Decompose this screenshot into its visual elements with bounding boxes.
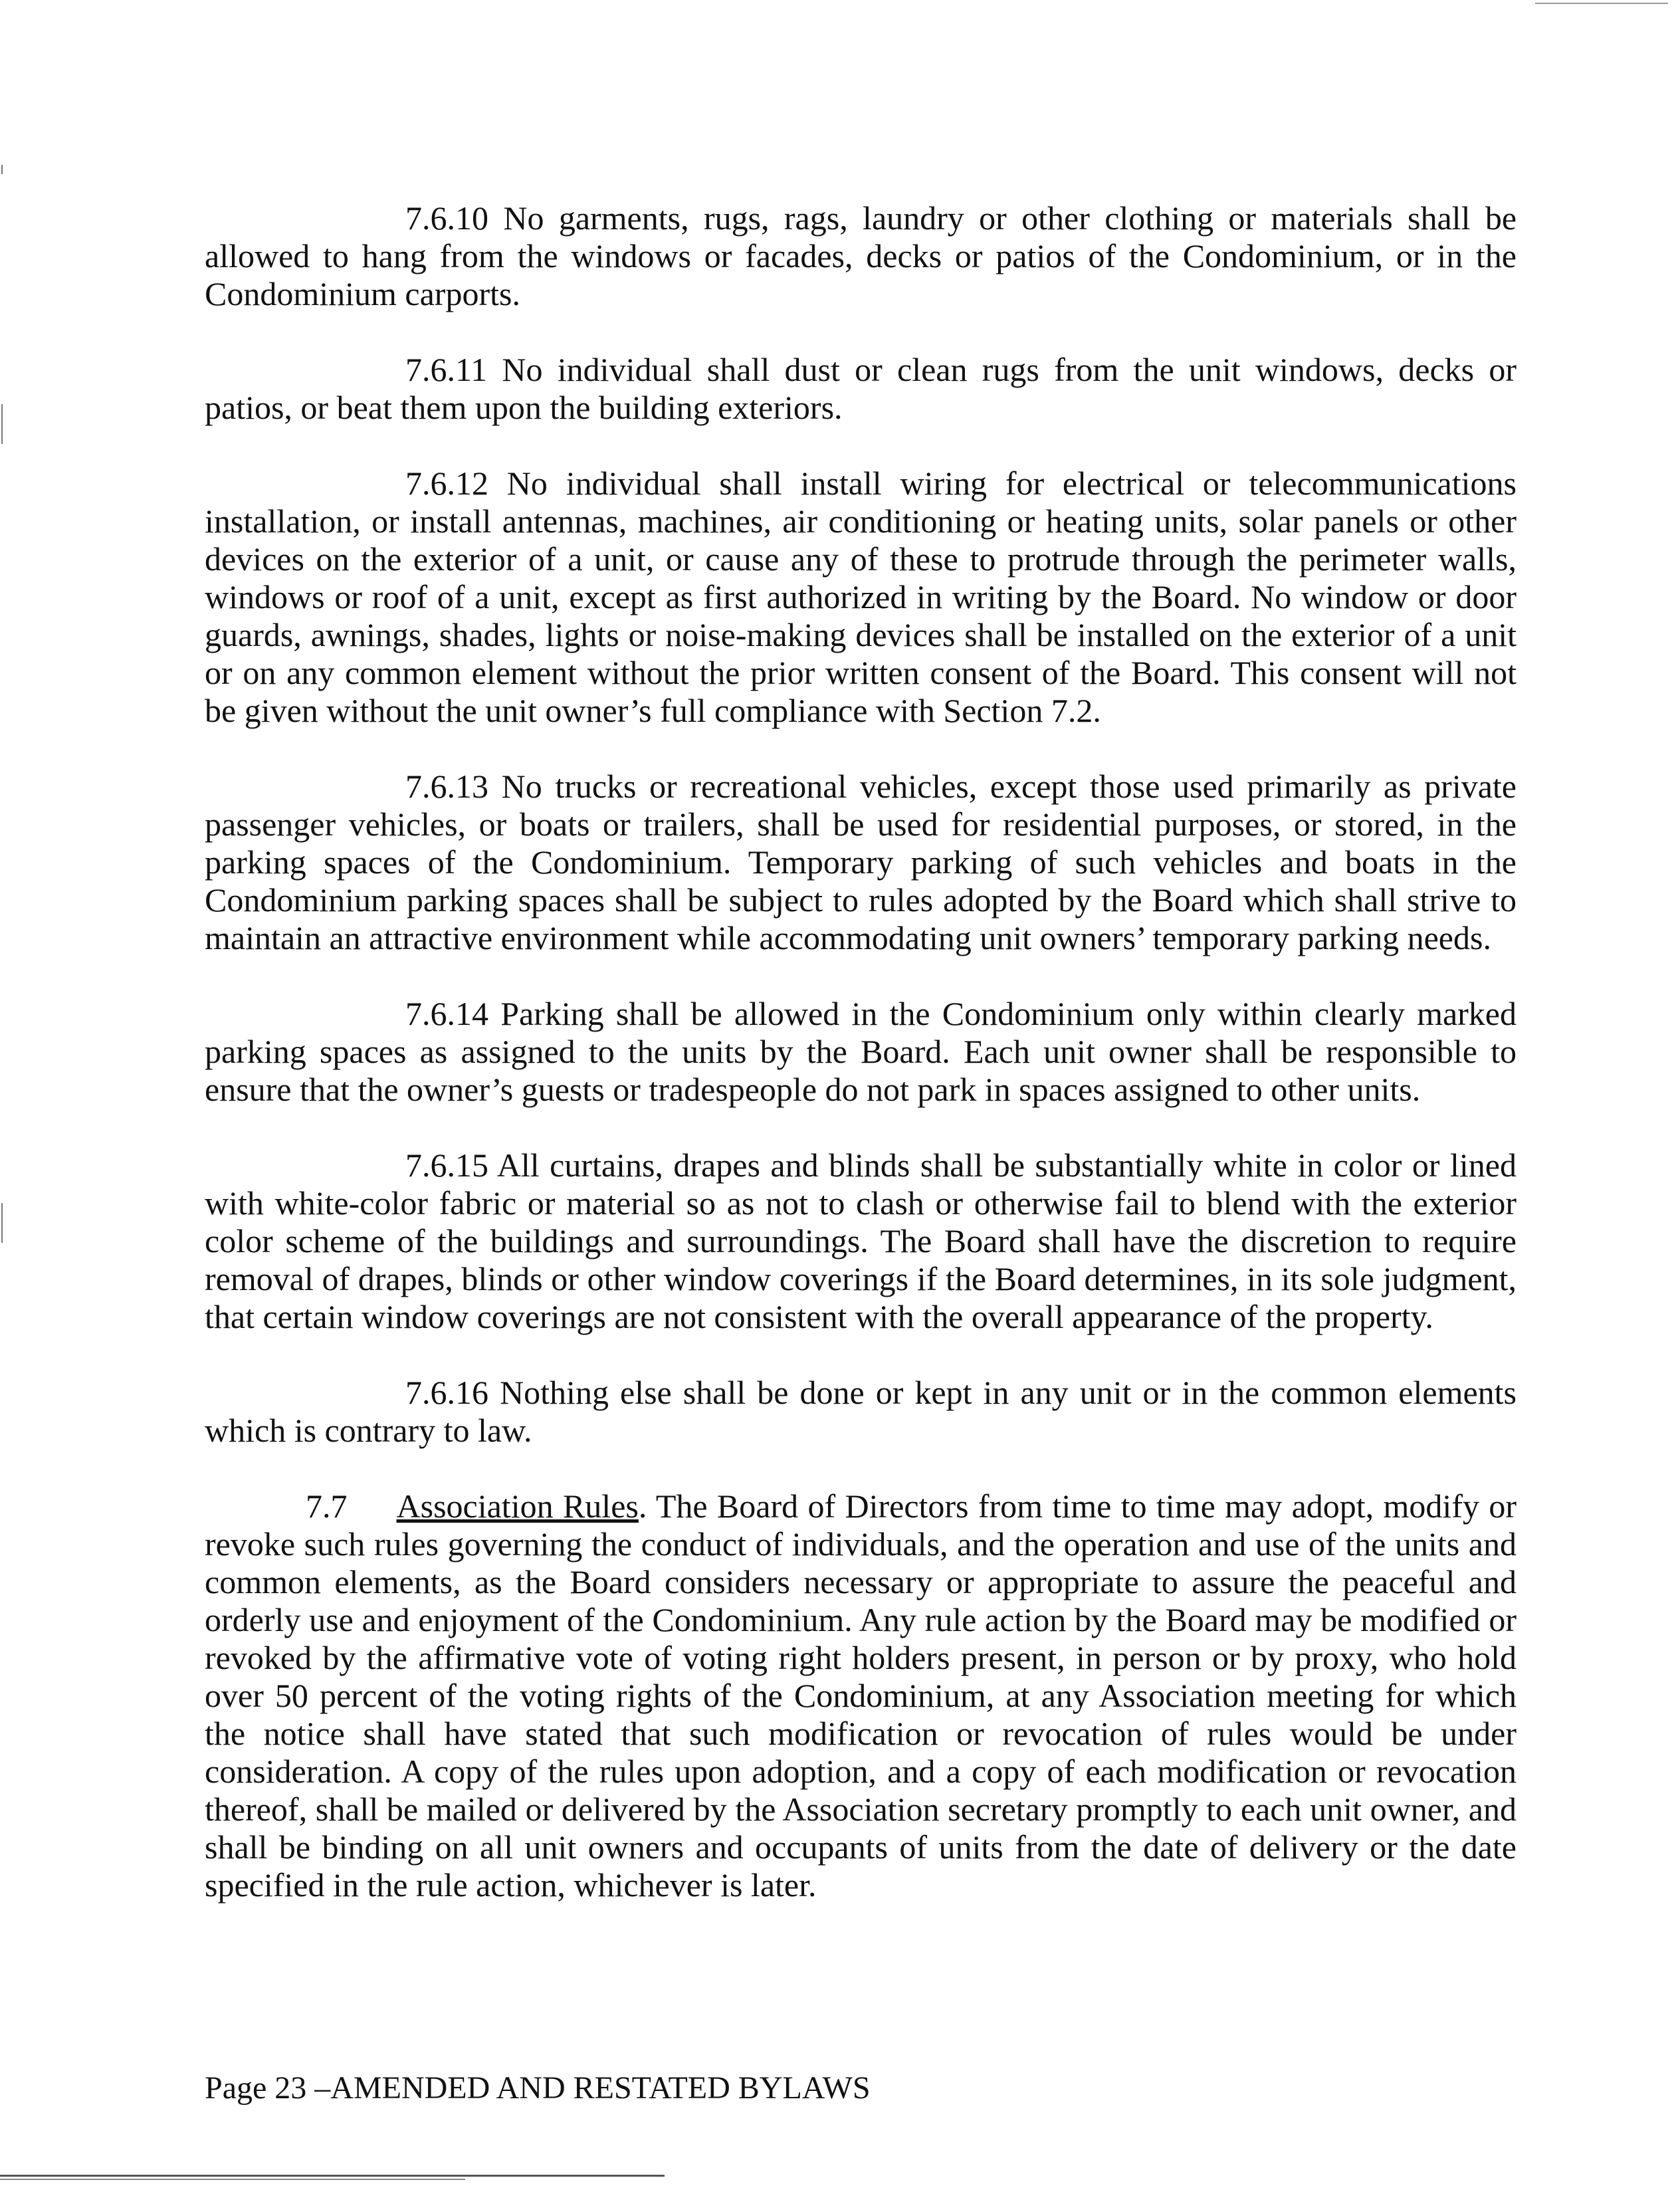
paragraph-text: All curtains, drapes and blinds shall be substantially white in color or lined with white-color fabric or material so as not to clash or otherwise fail to blend with the exterior color scheme of the buildings and surroundings. The Board shall have the discretion to require removal of drapes, blinds or other window coverings if the Board determines, in its sole judgment, that certain window coverings are not consistent with the overall appearance of the property. xyxy=(205,1147,1517,1335)
paragraph-number: 7.6.15 xyxy=(405,1147,488,1184)
section-heading: Association Rules xyxy=(396,1487,639,1525)
paragraph-text: No trucks or recreational vehicles, except those used primarily as private passenger vehicles, or boats or trailers, shall be used for residential purposes, or stored, in the parking spaces of the Condominium. Temporary parking of such vehicles and boats in the Condominium parking spaces shall be subject to rules adopted by the Board which shall strive to maintain an attractive environment while accommodating unit owners’ temporary parking needs. xyxy=(205,768,1517,956)
scan-artifact-bottom xyxy=(0,2175,665,2177)
paragraph-7-6-14 xyxy=(205,995,1517,1109)
paragraph-7-6-13 xyxy=(205,768,1517,957)
paragraph-number: 7.6.11 xyxy=(405,351,488,388)
paragraph-text: Nothing else shall be done or kept in any unit or in the common elements which is contrary to law. xyxy=(205,1374,1517,1449)
scan-artifact-edge xyxy=(1,1203,3,1243)
paragraph-7-6-15 xyxy=(205,1147,1517,1336)
paragraph-number: 7.6.10 xyxy=(405,199,488,237)
scan-artifact-edge xyxy=(1,165,3,174)
paragraph-number: 7.6.14 xyxy=(405,995,488,1032)
document-body xyxy=(205,199,1517,1942)
paragraph-number: 7.6.12 xyxy=(405,465,488,502)
paragraph-text: No garments, rugs, rags, laundry or other clothing or materials shall be allowed to hang from the windows or facades, decks or patios of the Condominium, or in the Condominium carports. xyxy=(205,199,1517,312)
paragraph-text: No individual shall install wiring for electrical or telecommunications installation, or install antennas, machines, air conditioning or heating units, solar panels or other devices on the exterior of a unit, or cause any of these to protrude through the perimeter walls, windows or roof of a unit, except as first authorized in writing by the Board. No window or door guards, awnings, shades, lights or noise-making devices shall be installed on the exterior of a unit or on any common element without the prior written consent of the Board. This consent will not be given without the unit owner’s full compliance with Section 7.2. xyxy=(205,465,1517,729)
scan-artifact-top xyxy=(1535,3,1668,4)
paragraph-7-6-11 xyxy=(205,351,1517,427)
paragraph-number: 7.6.16 xyxy=(405,1374,488,1411)
paragraph-text: Parking shall be allowed in the Condominium only within clearly marked parking spaces as assigned to the units by the Board. Each unit owner shall be responsible to ensure that the owner’s guests or tradespeople do not park in spaces assigned to other units. xyxy=(205,995,1517,1108)
page-footer: Page 23 –AMENDED AND RESTATED BYLAWS xyxy=(205,2070,871,2106)
paragraph-text: The Board of Directors from time to time may adopt, modify or revoke such rules governing the conduct of individuals, and the operation and use of the units and common elements, as the Board considers necessary or appropriate to assure the peaceful and orderly use and enjoyment of the Condominium. Any rule action by the Board may be modified or revoked by the affirmative vote of voting right holders present, in person or by proxy, who hold over 50 percent of the voting rights of the Condominium, at any Association meeting for which the notice shall have stated that such modification or revocation of rules would be under consideration. A copy of the rules upon adoption, and a copy of each modification or revocation thereof, shall be mailed or delivered by the Association secretary promptly to each unit owner, and shall be binding on all unit owners and occupants of units from the date of delivery or the date specified in the rule action, whichever is later. xyxy=(205,1487,1517,1904)
paragraph-7-6-12 xyxy=(205,465,1517,730)
scan-artifact-bottom xyxy=(0,2179,465,2180)
scan-artifact-edge xyxy=(1,404,3,444)
paragraph-7-6-16 xyxy=(205,1374,1517,1450)
paragraph-text: No individual shall dust or clean rugs from the unit windows, decks or patios, or beat them upon the building exteriors. xyxy=(205,351,1517,426)
paragraph-number: 7.6.13 xyxy=(405,768,488,805)
paragraph-7-6-10 xyxy=(205,199,1517,313)
section-number: 7.7 xyxy=(306,1487,348,1525)
paragraph-7-7: 7.7 Association Rules. The Board of Directors from time to time may adopt, modify or revoke such rules governing the conduct of individuals, and the operation and use of the units and common elements, as the Board considers necessary or appropriate to assure the peaceful and orderly use and enjoyment of the Condominium. Any rule action by the Board may be modified or revoked by the affirmative vote of voting right holders present, in person or by proxy, who hold over 50 percent of the voting rights of the Condominium, at any Association meeting for which the notice shall have stated that such modification or revocation of rules would be under consideration. A copy of the rules upon adoption, and a copy of each modification or revocation thereof, shall be mailed or delivered by the Association secretary promptly to each unit owner, and shall be binding on all unit owners and occupants of units from the date of delivery or the date specified in the rule action, whichever is later. xyxy=(205,1487,1517,1904)
